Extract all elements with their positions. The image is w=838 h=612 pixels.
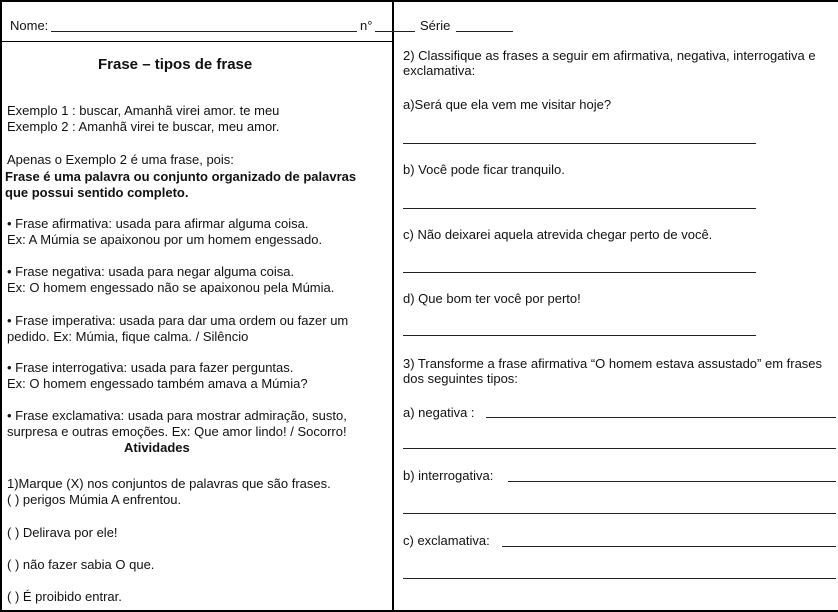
q3-item: a) negativa : (403, 405, 475, 420)
question-1: 1)Marque (X) nos conjuntos de palavras que são frases. (7, 476, 331, 491)
q2-item: b) Você pode ficar tranquilo. (403, 162, 565, 177)
q3-answer-line[interactable] (502, 546, 836, 547)
q2-answer-line[interactable] (403, 208, 756, 209)
afirmativa-line-1: • Frase afirmativa: usada para afirmar alguma coisa. (7, 216, 309, 231)
q1-option[interactable]: ( ) perigos Múmia A enfrentou. (7, 492, 182, 507)
negativa-line-2: Ex: O homem engessado não se apaixonou pela Múmia. (7, 280, 335, 295)
atividades-heading: Atividades (124, 440, 190, 455)
q1-option[interactable]: ( ) não fazer sabia O que. (7, 557, 155, 572)
q1-option[interactable]: ( ) É proibido entrar. (7, 589, 122, 604)
question-3: 3) Transforme a frase afirmativa “O homem estava assustado” em frases dos seguintes tipos: (403, 356, 823, 386)
page-title: Frase – tipos de frase (98, 56, 253, 73)
q3-item: c) exclamativa: (403, 533, 490, 548)
q3-answer-line[interactable] (403, 513, 836, 514)
nome-field[interactable] (51, 31, 357, 32)
q3-item: b) interrogativa: (403, 468, 494, 483)
q3-answer-line[interactable] (508, 481, 836, 482)
serie-field[interactable] (456, 31, 513, 32)
frame-top-border (0, 0, 838, 2)
nome-label: Nome: (10, 18, 49, 33)
column-divider (392, 0, 394, 612)
header-rule (2, 41, 392, 42)
exclamativa-line-1: • Frase exclamativa: usada para mostrar admiração, susto, (7, 408, 347, 423)
serie-label: Série (420, 18, 451, 33)
negativa-line-1: • Frase negativa: usada para negar alguma coisa. (7, 264, 295, 279)
q3-answer-line[interactable] (403, 578, 836, 579)
definicao-line-1: Frase é uma palavra ou conjunto organizado de palavras (5, 169, 357, 184)
exemplo-1: Exemplo 1 : buscar, Amanhã virei amor. te meu (7, 103, 280, 118)
q3-answer-line[interactable] (403, 448, 836, 449)
frame-left-border (0, 0, 2, 612)
exemplo-2: Exemplo 2 : Amanhã virei te buscar, meu amor. (7, 119, 280, 134)
q1-option[interactable]: ( ) Delirava por ele! (7, 525, 118, 540)
interrogativa-line-2: Ex: O homem engessado também amava a Múmia? (7, 376, 308, 391)
imperativa-line-2: pedido. Ex: Múmia, fique calma. / Silêncio (7, 329, 249, 344)
question-2: 2) Classifique as frases a seguir em afirmativa, negativa, interrogativa e exclamativa: (403, 48, 816, 78)
q2-item: a)Será que ela vem me visitar hoje? (403, 97, 612, 112)
q3-answer-line[interactable] (486, 417, 836, 418)
numero-field[interactable] (375, 31, 415, 32)
q2-answer-line[interactable] (403, 143, 756, 144)
afirmativa-line-2: Ex: A Múmia se apaixonou por um homem engessado. (7, 232, 323, 247)
q2-answer-line[interactable] (403, 335, 756, 336)
imperativa-line-1: • Frase imperativa: usada para dar uma ordem ou fazer um (7, 313, 349, 328)
interrogativa-line-1: • Frase interrogativa: usada para fazer perguntas. (7, 360, 294, 375)
q2-answer-line[interactable] (403, 272, 756, 273)
apenas-text: Apenas o Exemplo 2 é uma frase, pois: (7, 152, 234, 167)
numero-label: n° (360, 18, 373, 33)
exclamativa-line-2: surpresa e outras emoções. Ex: Que amor lindo! / Socorro! (7, 424, 347, 439)
q2-item: c) Não deixarei aquela atrevida chegar perto de você. (403, 227, 713, 242)
q2-item: d) Que bom ter você por perto! (403, 291, 581, 306)
definicao-line-2: que possui sentido completo. (5, 185, 189, 200)
